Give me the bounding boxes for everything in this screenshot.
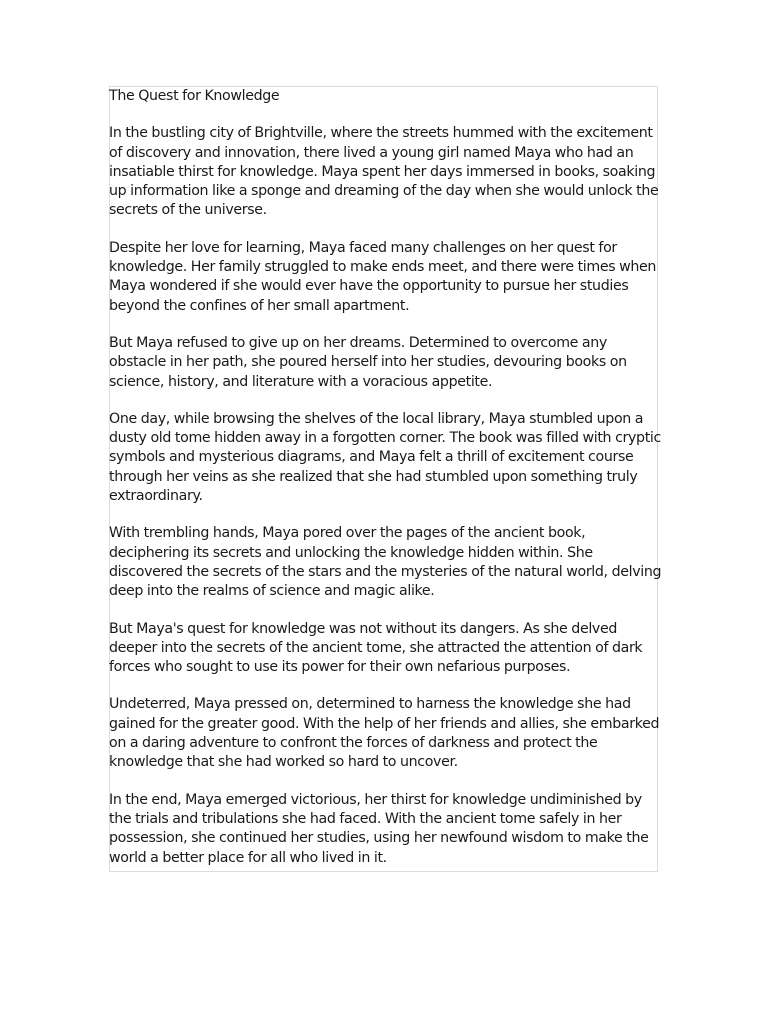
document-title: The Quest for Knowledge [109, 88, 280, 104]
paragraph-6: But Maya's quest for knowledge was not without its dangers. As she delved deeper into the secrets of the ancient tome, she attracted the attention of dark forces who sought to use its power for their own nefarious purposes. [109, 620, 643, 676]
paragraph-3: But Maya refused to give up on her dreams. Determined to overcome any obstacle in her path, she poured herself into her studies, devouring books on science, history, and literature with a voracious appetite. [109, 334, 627, 390]
paragraph-4: One day, while browsing the shelves of the local library, Maya stumbled upon a dusty old tome hidden away in a forgotten corner. The book was filled with cryptic symbols and mysterious diagrams, and Maya felt a thrill of excitement course through her veins as she realized that she had stumbled upon something truly extraordinary. [109, 410, 661, 505]
paragraph-8: In the end, Maya emerged victorious, her thirst for knowledge undiminished by the trials and tribulations she had faced. With the ancient tome safely in her possession, she continued her studies, using her newfound wisdom to make the world a better place for all who lived in it. [109, 791, 649, 866]
paragraph-2: Despite her love for learning, Maya faced many challenges on her quest for knowledge. Her family struggled to make ends meet, and there were times when Maya wondered if she would ever have the opportunity to pursue her studies beyond the confines of her small apartment. [109, 239, 657, 314]
paragraph-5: With trembling hands, Maya pored over the pages of the ancient book, deciphering its secrets and unlocking the knowledge hidden within. She discovered the secrets of the stars and the mysteries of the natural world, delving deep into the realms of science and magic alike. [109, 525, 662, 600]
paragraph-1: In the bustling city of Brightville, where the streets hummed with the excitement of discovery and innovation, there lived a young girl named Maya who had an insatiable thirst for knowledge. Maya spent her days immersed in books, soaking up information like a sponge and dreaming of the day when she would unlock the secrets of the universe. [109, 125, 659, 219]
document-body [109, 86, 662, 868]
paragraph-7: Undeterred, Maya pressed on, determined to harness the knowledge she had gained for the greater good. With the help of her friends and allies, she embarked on a daring adventure to confront the forces of darkness and protect the knowledge that she had worked so hard to uncover. [109, 696, 660, 771]
